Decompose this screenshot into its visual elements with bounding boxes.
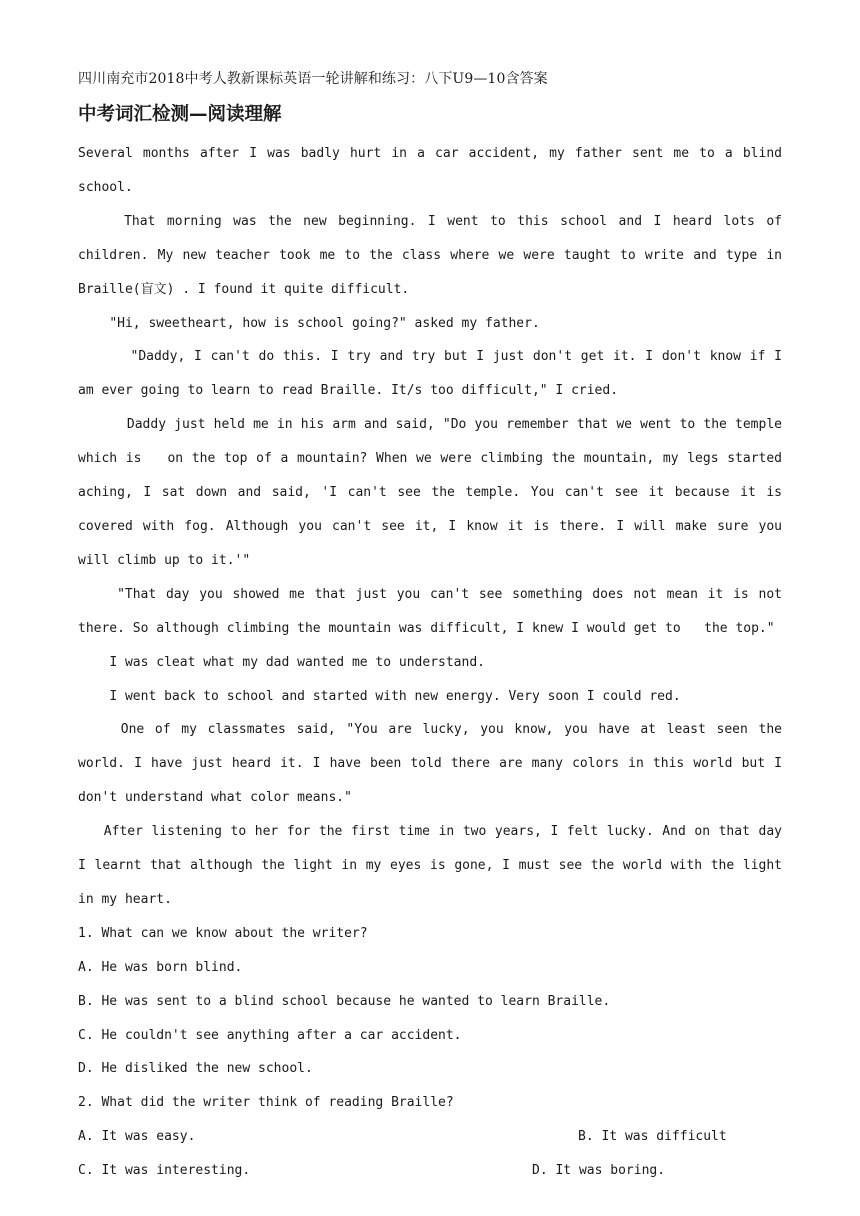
q2-options-row-1 bbox=[78, 1120, 782, 1154]
q2-option-c: C. It was interesting. bbox=[78, 1163, 251, 1179]
q2-option-b: B. It was difficult bbox=[578, 1129, 727, 1145]
paragraph: "Daddy, I can't do this. I try and try but I just don't get it. I don't know if I am ever going to learn to read Braille. It/s too difficult," I cried. bbox=[78, 349, 790, 399]
q1-option-d: D. He disliked the new school. bbox=[78, 1061, 313, 1077]
q2-option-a: A. It was easy. bbox=[78, 1129, 196, 1145]
q1-option-c: C. He couldn't see anything after a car accident. bbox=[78, 1027, 462, 1043]
paragraph: That morning was the new beginning. I went to this school and I heard lots of children. My new teacher took me to the class where we were taught to write and type in Braille(盲文) . I found it quite difficult. bbox=[78, 213, 790, 297]
reading-passage bbox=[78, 137, 790, 1188]
q1-option-b: B. He was sent to a blind school because he wanted to learn Braille. bbox=[78, 993, 611, 1009]
paragraph: I went back to school and started with new energy. Very soon I could red. bbox=[78, 688, 681, 704]
paragraph: Several months after I was badly hurt in a car accident, my father sent me to a blind school. bbox=[78, 146, 790, 195]
question-1: 1. What can we know about the writer? bbox=[78, 925, 368, 941]
q2-options-row-2 bbox=[78, 1154, 782, 1188]
question-2: 2. What did the writer think of reading Braille? bbox=[78, 1095, 454, 1111]
paragraph: Daddy just held me in his arm and said, "Do you remember that we went to the temple which is on the top of a mountain? When we were climbing the mountain, my legs started aching, I sat down and said, 'I can't see the temple. You can't see it because it is covered with fog. Although you can't see it, I know it is there. I will make sure you will climb up to it.'" bbox=[78, 417, 790, 568]
paragraph: "That day you showed me that just you can't see something does not mean it is not there. So although climbing the mountain was difficult, I knew I would get to the top." bbox=[78, 586, 790, 636]
paragraph: I was cleat what my dad wanted me to understand. bbox=[78, 654, 485, 670]
paragraph: After listening to her for the first time in two years, I felt lucky. And on that day I learnt that although the light in my eyes is gone, I must see the world with the light in my heart. bbox=[78, 824, 790, 907]
q2-option-d: D. It was boring. bbox=[532, 1163, 666, 1179]
paragraph: "Hi, sweetheart, how is school going?" asked my father. bbox=[78, 315, 540, 331]
section-title: 中考词汇检测—阅读理解 bbox=[78, 104, 282, 125]
paragraph: One of my classmates said, "You are lucky, you know, you have at least seen the world. I have just heard it. I have been told there are many colors in this world but I don't understand what color means." bbox=[78, 722, 790, 806]
document-header: 四川南充市2018中考人教新课标英语一轮讲解和练习：八下U9—10含答案 bbox=[78, 71, 548, 87]
q1-option-a: A. He was born blind. bbox=[78, 959, 243, 975]
